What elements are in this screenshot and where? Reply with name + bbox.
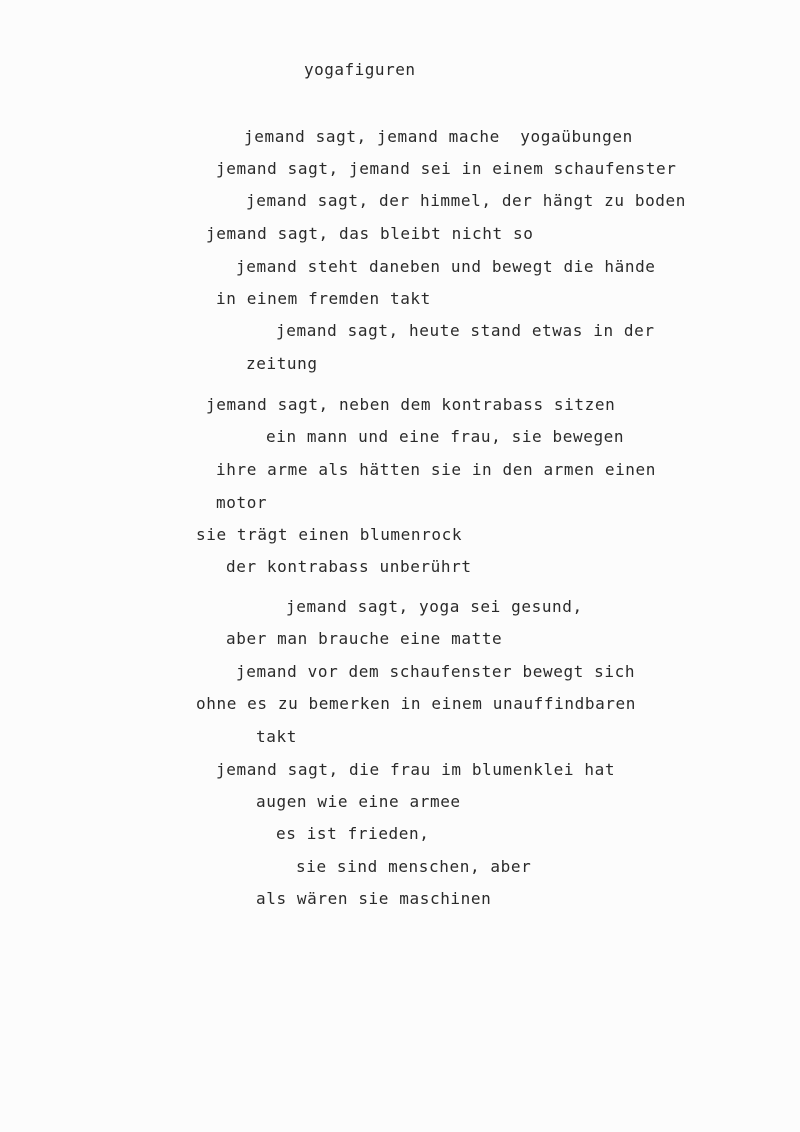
poem-line-5: jemand steht daneben und bewegt die hände [236, 257, 656, 276]
poem-line-24: als wären sie maschinen [256, 889, 492, 908]
poem-line-22: es ist frieden, [276, 824, 430, 843]
poem-line-14: der kontrabass unberührt [226, 557, 472, 576]
poem-line-16: aber man brauche eine matte [226, 629, 503, 648]
poem-line-18: ohne es zu bemerken in einem unauffindbaren [196, 694, 637, 713]
poem-line-6: in einem fremden takt [216, 289, 431, 308]
poem-line-1: jemand sagt, jemand mache yogaübungen [244, 127, 633, 146]
poem-line-23: sie sind menschen, aber [296, 857, 532, 876]
poem-line-3: jemand sagt, der himmel, der hängt zu boden [246, 191, 687, 210]
poem-line-4: jemand sagt, das bleibt nicht so [206, 224, 534, 243]
poem-line-19: takt [256, 727, 297, 746]
poem-line-11: ihre arme als hätten sie in den armen einen [216, 460, 657, 479]
poem-line-13: sie trägt einen blumenrock [196, 525, 463, 544]
poem-line-9: jemand sagt, neben dem kontrabass sitzen [206, 395, 616, 414]
poem-line-12: motor [216, 493, 268, 512]
poem-line-2: jemand sagt, jemand sei in einem schaufenster [216, 159, 677, 178]
poem-line-20: jemand sagt, die frau im blumenklei hat [216, 760, 616, 779]
poem-line-10: ein mann und eine frau, sie bewegen [266, 427, 625, 446]
poem-line-8: zeitung [246, 354, 318, 373]
poem-line-17: jemand vor dem schaufenster bewegt sich [236, 662, 636, 681]
poem-line-21: augen wie eine armee [256, 792, 461, 811]
poem-line-7: jemand sagt, heute stand etwas in der [276, 321, 655, 340]
poem-title: yogafiguren [304, 60, 416, 79]
poem-line-15: jemand sagt, yoga sei gesund, [286, 597, 583, 616]
